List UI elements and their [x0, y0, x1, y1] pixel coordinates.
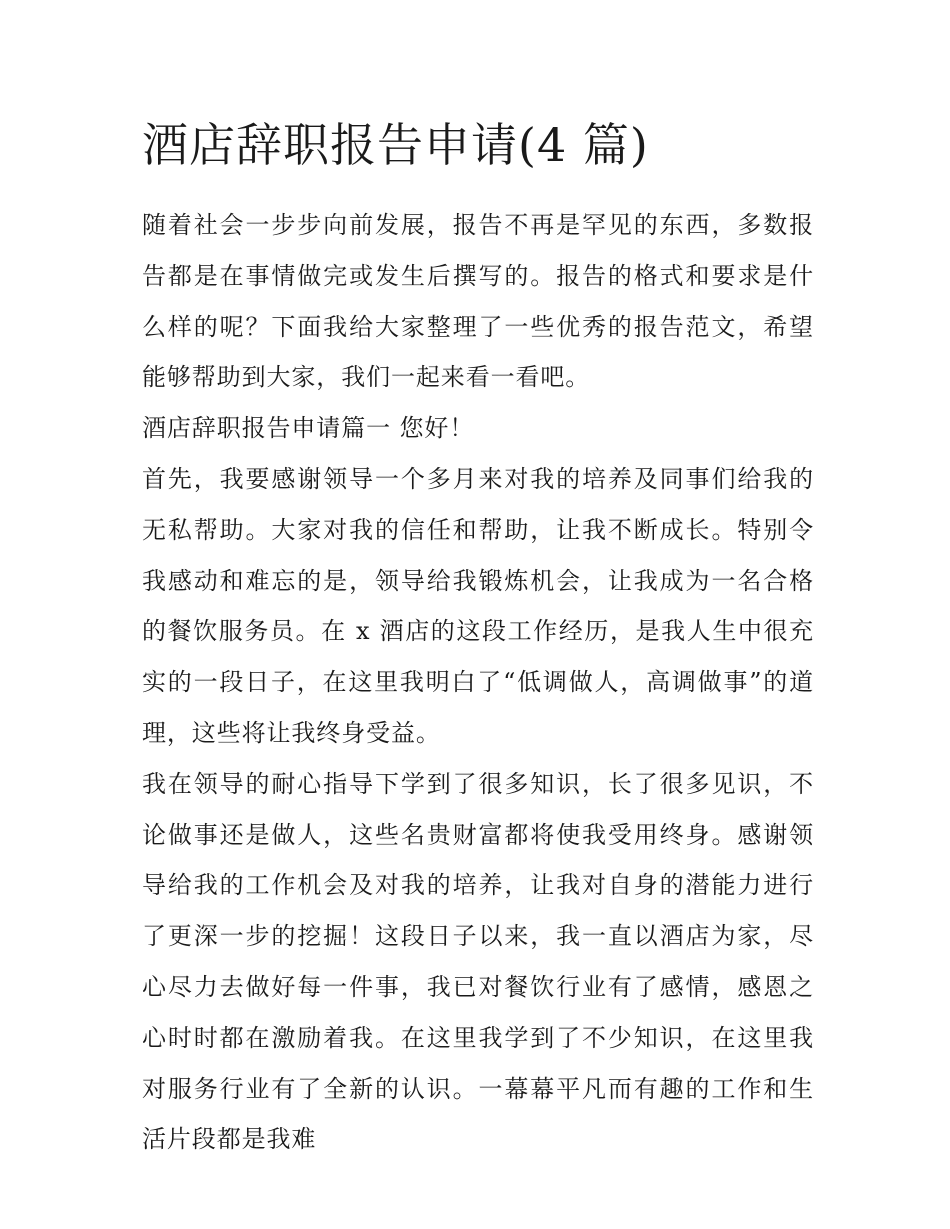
document-title: 酒店辞职报告申请(4 篇) — [142, 118, 649, 172]
body-paragraph-learning: 我在领导的耐心指导下学到了很多知识，长了很多见识，不论做事还是做人，这些名贵财富都将使我受用终身。感谢领导给我的工作机会及对我的培养，让我对自身的潜能力进行了更深一步的挖掘！这段日子以来，我一直以酒店为家，尽心尽力去做好每一件事，我已对餐饮行业有了感情，感恩之心时时都在激励着我。在这里我学到了不少知识，在这里我对服务行业有了全新的认识。一幕幕平凡而有趣的工作和生活片段都是我难 — [142, 769, 814, 1154]
intro-paragraph: 随着社会一步步向前发展，报告不再是罕见的东西，多数报告都是在事情做完或发生后撰写的。报告的格式和要求是什么样的呢？下面我给大家整理了一些优秀的报告范文，希望能够帮助到大家，我们一起来看一看吧。 — [142, 211, 814, 392]
body-paragraph-thanks: 首先，我要感谢领导一个多月来对我的培养及同事们给我的无私帮助。大家对我的信任和帮助，让我不断成长。特别令我感动和难忘的是，领导给我锻炼机会，让我成为一名合格的餐饮服务员。在 x 酒店的这段工作经历，是我人生中很充实的一段日子，在这里我明白了“低调做人，高调做事”的道理，这些将让我终身受益。 — [142, 464, 814, 747]
section-heading-paragraph: 酒店辞职报告申请篇一 您好！ — [142, 414, 475, 443]
document-page — [142, 112, 814, 1165]
